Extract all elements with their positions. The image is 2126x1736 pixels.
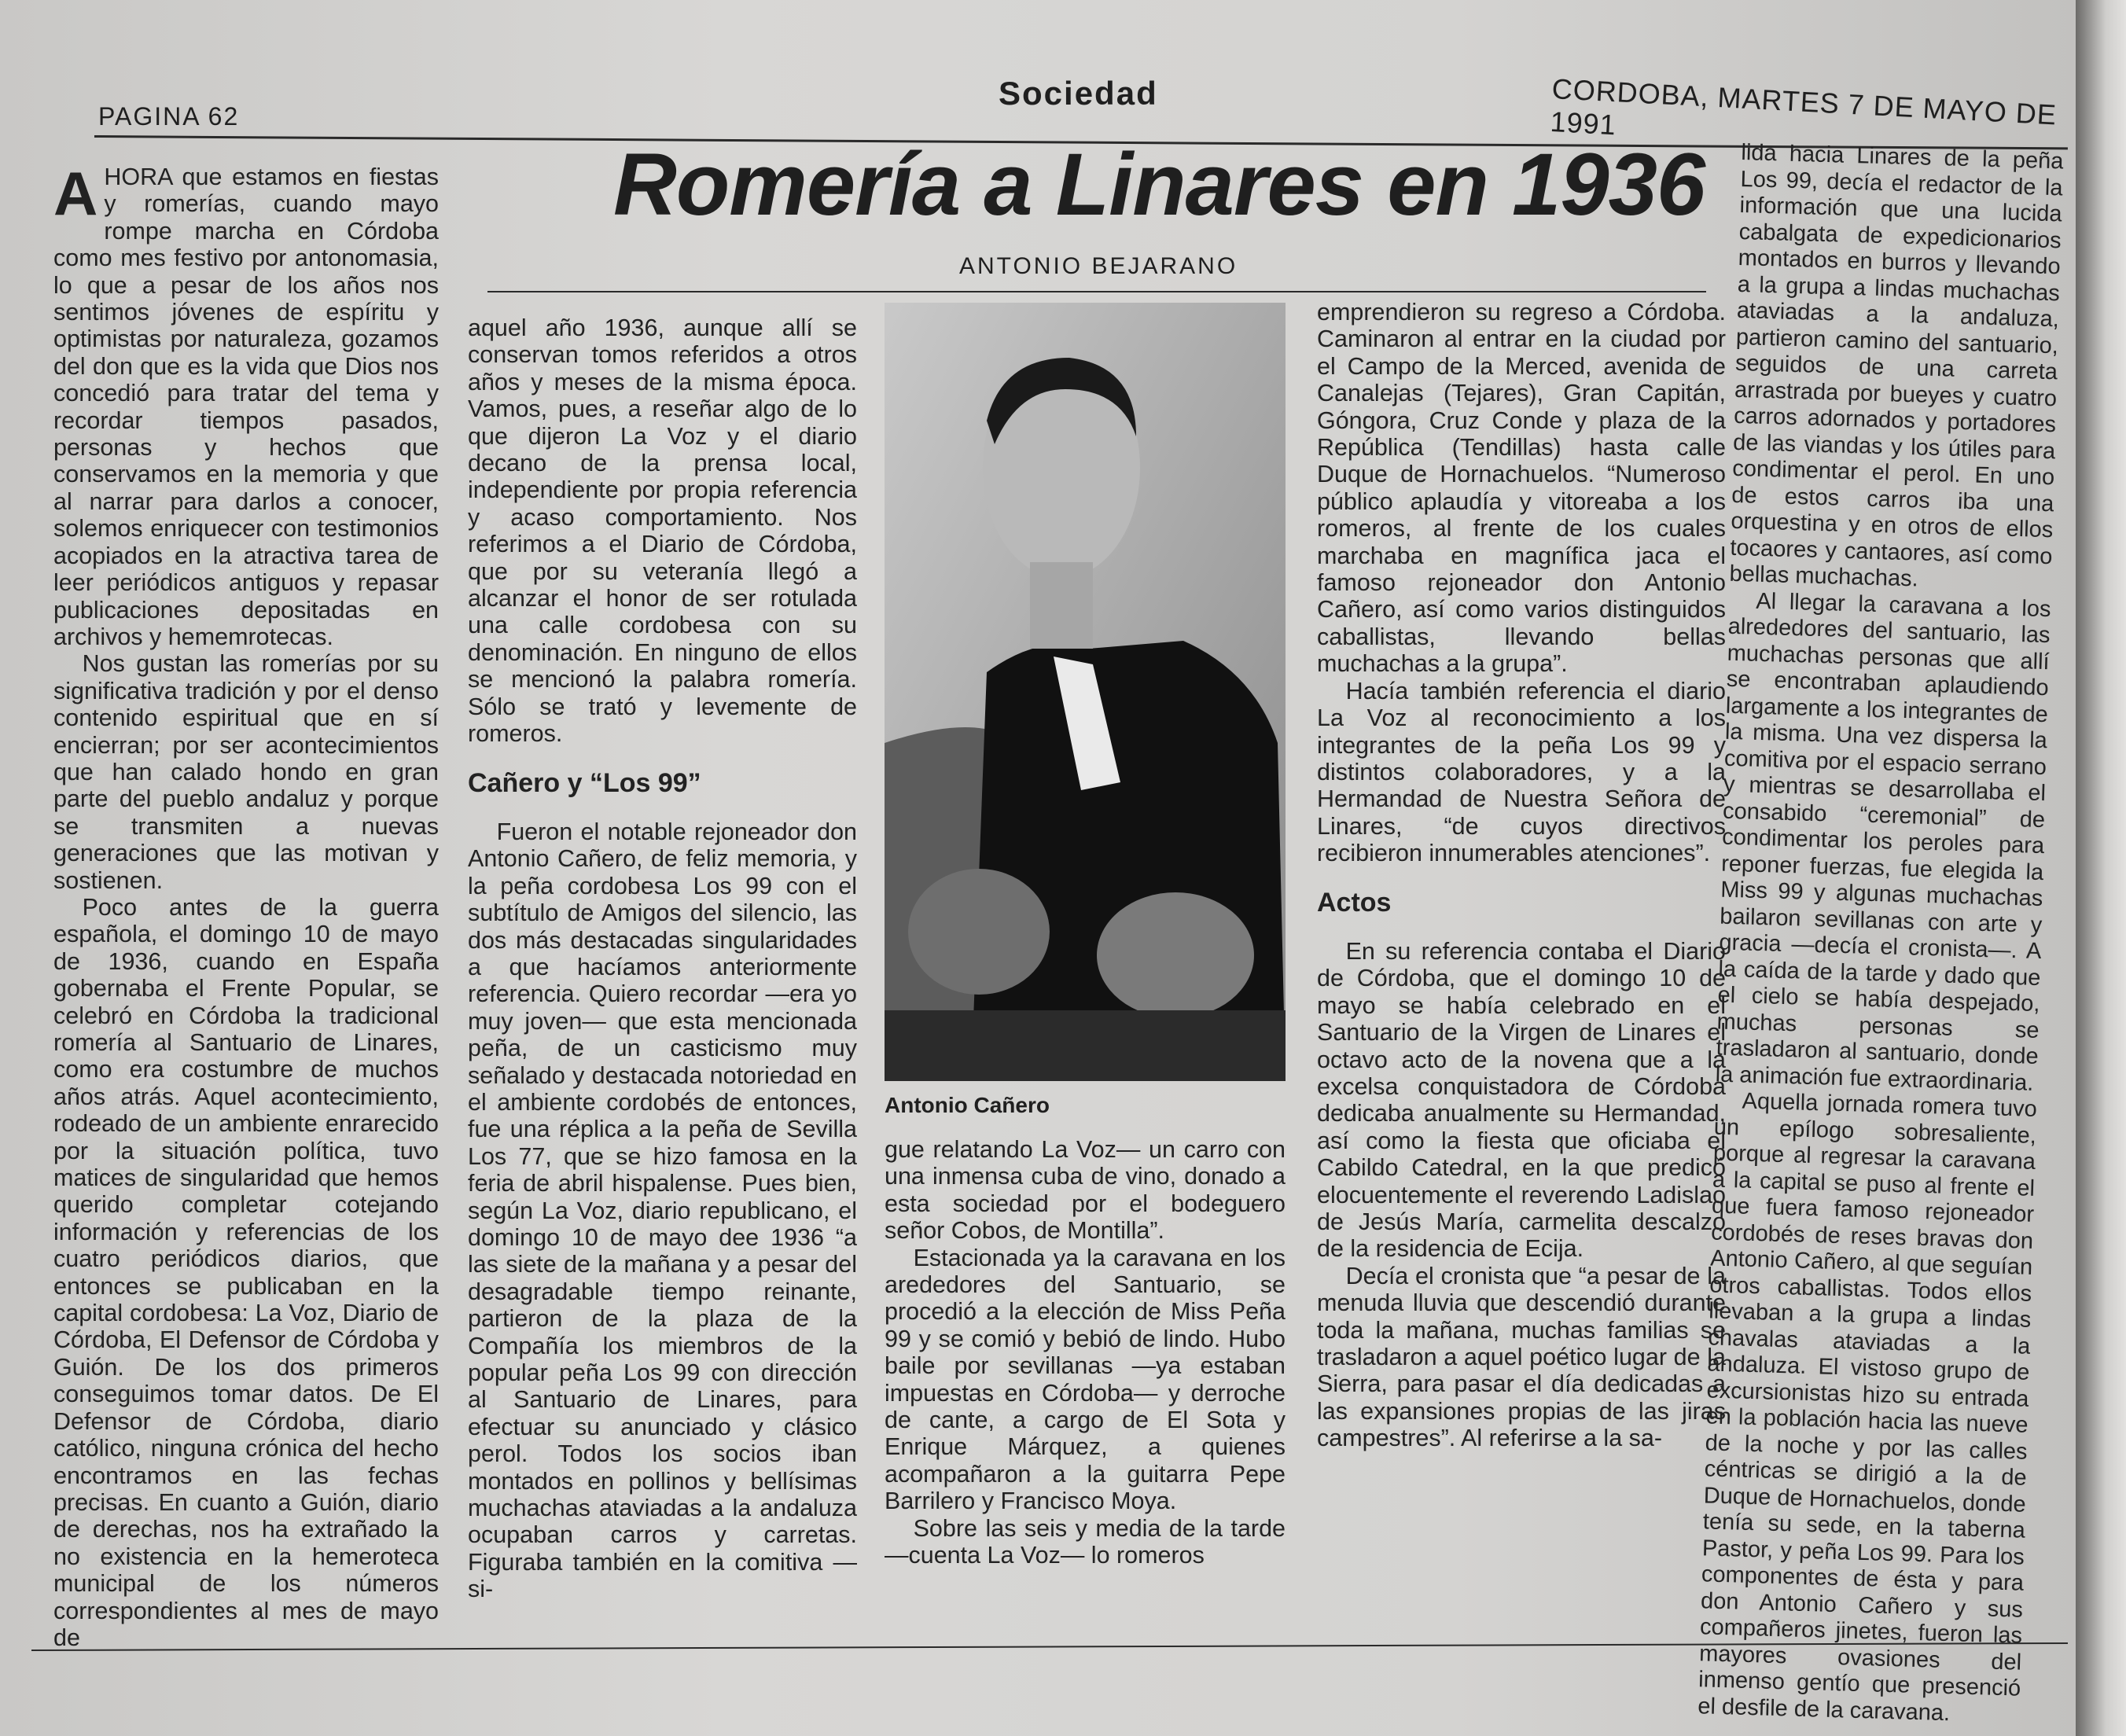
article-column-1: [53, 159, 439, 1651]
paragraph: emprendieron su regreso a Córdoba. Caminaron al entrar en la ciudad por el Campo de la Merced, avenida de Canalejas (Tejares), Gran Capitán, Góngora, Cruz Conde y plaza de la República (Tendillas) hasta calle Duque de Hornachuelos. “Numeroso público aplaudía y vitoreaba a los romeros, al frente de los cuales marchaba en magnífica jaca el famoso rejoneador don Antonio Cañero, así como varios distinguidos caballistas, llevando bellas muchachas a la grupa”.: [1317, 299, 1726, 678]
article-column-2: [468, 314, 857, 1603]
article-column-3: [1317, 299, 1726, 1452]
portrait-image: [885, 303, 1286, 1081]
article-byline: ANTONIO BEJARANO: [959, 253, 1238, 279]
lead-paragraph: AHORA que estamos en fiestas y romerías, cuando mayo rompe marcha en Córdoba como mes festivo por antonomasia, lo que a pesar de los años nos sentimos jóvenes de espíritu y optimistas por naturaleza, gozamos del don que es la vida que Dios nos concedió para tratar del tema y recordar tiempos pasados, personas y hechos que conservamos en la memoria y que al narrar para darlos a conocer, solemos enriquecer con testimonios acopiados en la atractiva tarea de leer periódicos antiguos y repasar publicaciones depositadas en archivos y hememrotecas.: [53, 159, 439, 650]
paragraph: Decía el cronista que “a pesar de la menuda lluvia que descendió durante toda la mañana, muchas familias se trasladaron a aquel poético lugar de la Sierra, para pasar el día dedicadas a las expansiones propias de las jiras campestres”. Al referirse a la sa-: [1317, 1262, 1726, 1452]
paragraph: Sobre las seis y media de la tarde —cuenta La Voz— lo romeros: [885, 1514, 1286, 1569]
section-name: Sociedad: [999, 75, 1158, 112]
byline-rule: [487, 291, 1706, 292]
paragraph: lida hacia Linares de la peña Los 99, decía el redactor de la información que una lucida cabalgata de expedicionarios montados en burros y llevando a la grupa a lindas muchachas ataviadas a la andaluza, partieron camino del santuario, seguidos de una carreta arrastrada por bueyes y cuatro carros adornados y portadores de las viandas y los útiles para condimentar el perol. En uno de estos carros iba una orquestina y en otros de ellos tocaores y cantaores, así como bellas muchachas.: [1729, 140, 2064, 592]
paragraph: Estacionada ya la caravana en los arededores del Santuario, se procedió a la elección de Miss Peña 99 y se comió y bebió de lindo. Hubo baile por sevillanas —ya estaban impuestas en Córdoba— y derroche de cante, a cargo de El Sota y Enrique Márquez, a quienes acompañaron a la guitarra Pepe Barrilero y Francisco Moya.: [885, 1244, 1286, 1515]
paragraph: Al llegar la caravana a los alrededores del santuario, las muchachas personas que allí se encontraban aplaudiendo largamente a los integrantes de la misma. Una vez dispersa la comitiva por el espacio serrano y mientras se desarrollaba el consabido “ceremonial” de condimentar los peroles para reponer fuerzas, fue elegida la Miss 99 y algunas muchachas bailaron sevillanas con arte y gracia —decía el cronista—. A la caída de la tarde y dado que el cielo se había despejado, muchas personas se trasladaron al santuario, donde la animación fue extraordinaria.: [1715, 588, 2051, 1096]
paragraph: gue relatando La Voz— un carro con una inmensa cuba de vino, donado a esta sociedad por el bodeguero señor Cobos, de Montilla”.: [885, 1136, 1286, 1245]
drop-cap: A: [53, 159, 98, 228]
paragraph: Poco antes de la guerra española, el domingo 10 de mayo de 1936, cuando en España gobernaba el Frente Popular, se celebró en Córdoba la tradicional romería al Santuario de Linares, como era costumbre de muchos años atrás. Aquel acontecimiento, rodeado de un ambiente enrarecido por la situación política, tuvo matices de singularidad que hemos querido completar cotejando información y referencias de los cuatro periódicos diarios, que entonces se publicaban en la capital cordobesa: La Voz, Diario de Córdoba, El Defensor de Córdoba y Guión. De los dos primeros conseguimos tomar datos. De El Defensor de Córdoba, diario católico, ninguna crónica del hecho encontramos en las fechas precisas. En cuanto a Guión, diario de derechas, nos ha extrañado la no existencia en la hemeroteca municipal de los números correspondientes al mes de mayo de: [53, 893, 439, 1651]
paragraph: Nos gustan las romerías por su significativa tradición y por el denso contenido espiritual que en sí encierran; por ser acontecimientos que han calado hondo en gran parte del pueblo andaluz y porque se transmiten a nuevas generaciones que las motivan y sostienen.: [53, 650, 439, 894]
subheading-actos: Actos: [1317, 887, 1392, 918]
paragraph: Aquella jornada romera tuvo un epílogo sobresaliente, porque al regresar la caravana a la capital se puso al frente el que fuera famoso rejoneador cordobés de reses bravas don Antonio Cañero, al que seguían otros caballistas. Todos ellos llevaban a la grupa a lindas chavalas ataviadas a la andaluza. El vistoso grupo de excursionistas hizo su entrada en la población hacia las nueve de la noche y por las calles céntricas se dirigió a la de Duque de Hornachuelos, donde tenía su sede, en la taberna Pastor, y peña Los 99. Para los componentes de ésta y para don Antonio Cañero y sus compañeros jinetes, fueron las mayores ovasiones del inmenso gentío que presenció el desfile de la caravana.: [1697, 1088, 2038, 1726]
article-column-2-lower: [885, 1136, 1286, 1569]
paragraph: Fueron el notable rejoneador don Antonio Cañero, de feliz memoria, y la peña cordobesa Los 99 con el subtítulo de Amigos del silencio, las dos más destacadas singularidades a que hacíamos anteriormente referencia. Quiero recordar —era yo muy joven— que esta mencionada peña, de un casticismo muy señalado y destacada notoriedad en el ambiente cordobés de entonces, fue una réplica a la peña de Sevilla Los 77, que se hizo famosa en la feria de abril hispalense. Pues bien, según La Voz, diario republicano, el domingo 10 de mayo dee 1936 “a las siete de la mañana y a pesar del desagradable tiempo reinante, partieron de la plaza de la Compañía los miembros de la popular peña Los 99 con dirección al Santuario de Linares, para efectuar su anunciado y clásico perol. Todos los socios iban montados en pollinos y bellísimas muchachas ataviadas a la andaluza ocupaban carros y carretas. Figuraba también en la comitiva —si-: [468, 818, 857, 1603]
paragraph: aquel año 1936, aunque allí se conservan tomos referidos a otros años y meses de la misma época. Vamos, pues, a reseñar algo de lo que dijeron La Voz y el diario decano de la prensa local, independiente por propia referencia y acaso comportamiento. Nos referimos a el Diario de Córdoba, que por su veteranía llegó a alcanzar el honor de ser rotulada una calle cordobesa con su denominación. En ninguno de ellos se mencionó la palabra romería. Sólo se trató y levemente de romeros.: [468, 314, 857, 748]
paragraph: En su referencia contaba el Diario de Córdoba, que el domingo 10 de mayo se había celebrado en el Santuario de la Virgen de Linares el octavo acto de la novena que a la excelsa conquistadora de Córdoba dedicaba anualmente su Hermandad, así como la fiesta que oficiaba el Cabildo Catedral, en la que predicó elocuentemente el reverendo Ladislao de Jesús María, carmelita descalzo de la residencia de Ecija.: [1317, 937, 1726, 1263]
book-binding-edge: [2076, 0, 2126, 1736]
page-number: PAGINA 62: [98, 102, 240, 131]
portrait-photo: [885, 303, 1286, 1081]
article-column-4: [1697, 140, 2064, 1729]
photo-caption: Antonio Cañero: [885, 1093, 1050, 1117]
paragraph: Hacía también referencia el diario La Voz al reconocimiento a los integrantes de la peña Los 99 y distintos colaboradores, y a la Hermandad de Nuestra Señora de Linares, “de cuyos directivos recibieron innumerables atenciones”.: [1317, 677, 1726, 867]
dateline: CORDOBA, MARTES 7 DE MAYO DE 1991: [1549, 72, 2058, 142]
subheading-canero: Cañero y “Los 99”: [468, 767, 701, 798]
article-headline: Romería a Linares en 1936: [613, 135, 1705, 234]
